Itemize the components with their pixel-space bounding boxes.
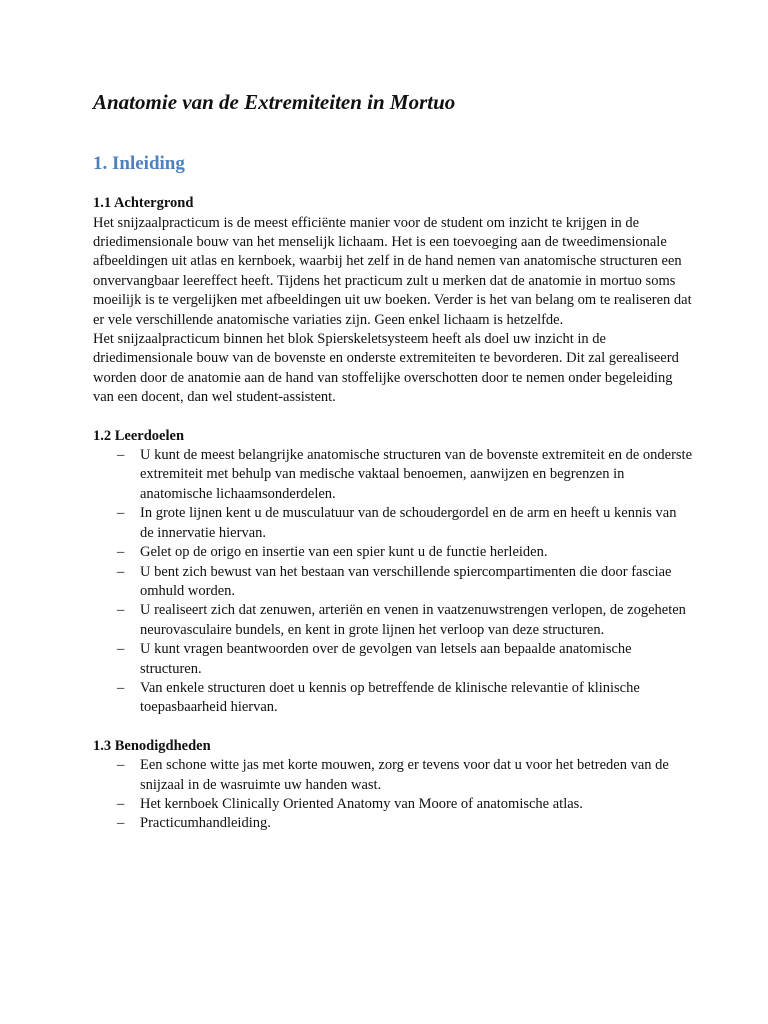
section-achtergrond xyxy=(93,194,693,408)
bullet-dash: – xyxy=(117,602,125,619)
benodigdheden-list xyxy=(93,756,693,834)
bullet-dash: – xyxy=(117,563,125,580)
leerdoelen-list xyxy=(93,446,693,718)
list-item xyxy=(93,563,693,602)
list-item xyxy=(93,756,693,795)
section-heading-benodigdheden: 1.3 Benodigdheden xyxy=(93,737,211,754)
section-heading-leerdoelen: 1.2 Leerdoelen xyxy=(93,427,185,444)
list-item-text: Het kernboek Clinically Oriented Anatomy van Moore of anatomische atlas. xyxy=(140,796,583,813)
bullet-dash: – xyxy=(117,757,125,774)
section-heading-achtergrond: 1.1 Achtergrond xyxy=(93,195,194,211)
list-item-text: U kunt de meest belangrijke anatomische structuren van de bovenste extremiteit en de onderste extremiteit met behulp van medische vaktaal benoemen, aanwijzen en begrenzen in anatomische lichaamsonderdelen. xyxy=(140,447,693,502)
list-item-text: In grote lijnen kent u de musculatuur van de schoudergordel en de arm en heeft u kennis van de innervatie hiervan. xyxy=(140,505,677,541)
list-item-text: Gelet op de origo en insertie van een spier kunt u de functie herleiden. xyxy=(140,544,548,561)
list-item xyxy=(93,446,693,504)
list-item-text: Van enkele structuren doet u kennis op betreffende de klinische relevantie of klinische toepasbaarheid hiervan. xyxy=(140,679,640,716)
list-item xyxy=(93,601,693,640)
list-item-text: U realiseert zich dat zenuwen, arteriën en venen in vaatzenuwstrengen verlopen, de zogeheten neurovasculaire bundels, en kent in grote lijnen het verloop van deze structuren. xyxy=(140,602,686,638)
bullet-dash: – xyxy=(117,679,125,696)
list-item xyxy=(93,504,693,543)
document-page xyxy=(93,88,693,853)
list-item xyxy=(93,814,693,833)
bullet-dash: – xyxy=(117,544,125,561)
list-item xyxy=(93,640,693,679)
section-leerdoelen xyxy=(93,427,693,718)
paragraph-achtergrond-1: Het snijzaalpracticum is de meest efficiënte manier voor de student om inzicht te krijgen in de driedimensionale bouw van het menselijk lichaam. Het is een toevoeging aan de tweedimensionale afbeeldingen uit atlas en kernboek, waarbij het zelf in de hand nemen van anatomische structuren een onvervangbaar leereffect heeft. Tijdens het practicum zult u merken dat de anatomie in mortuo soms moeilijk is te vergelijken met afbeeldingen uit uw boeken. Verder is het van belang om te realiseren dat er vele verschillende anatomische variaties zijn. Geen enkel lichaam is hetzelfde. xyxy=(93,214,692,328)
list-item-text: Een schone witte jas met korte mouwen, zorg er tevens voor dat u voor het betreden van de snijzaal in de wasruimte uw handen wast. xyxy=(140,757,669,793)
bullet-dash: – xyxy=(117,641,125,658)
chapter-heading: 1. Inleiding xyxy=(93,153,185,174)
section-benodigdheden xyxy=(93,737,693,834)
bullet-dash: – xyxy=(117,815,125,832)
list-item xyxy=(93,679,693,718)
paragraph-achtergrond-2: Het snijzaalpracticum binnen het blok Spierskeletsysteem heeft als doel uw inzicht in de driedimensionale bouw van de bovenste en onderste extremiteiten te bevorderen. Dit zal gerealiseerd worden door de anatomie aan de hand van stoffelijke overschotten door te nemen onder begeleiding van een docent, dan wel student-assistent. xyxy=(93,330,679,406)
bullet-dash: – xyxy=(117,505,125,522)
bullet-dash: – xyxy=(117,447,125,464)
bullet-dash: – xyxy=(117,796,125,813)
list-item xyxy=(93,543,693,562)
list-item xyxy=(93,795,693,814)
document-title: Anatomie van de Extremiteiten in Mortuo xyxy=(93,90,456,114)
list-item-text: Practicumhandleiding. xyxy=(140,815,271,832)
list-item-text: U bent zich bewust van het bestaan van verschillende spiercompartimenten die door fasciae omhuld worden. xyxy=(140,563,672,599)
list-item-text: U kunt vragen beantwoorden over de gevolgen van letsels aan bepaalde anatomische structuren. xyxy=(140,641,632,677)
